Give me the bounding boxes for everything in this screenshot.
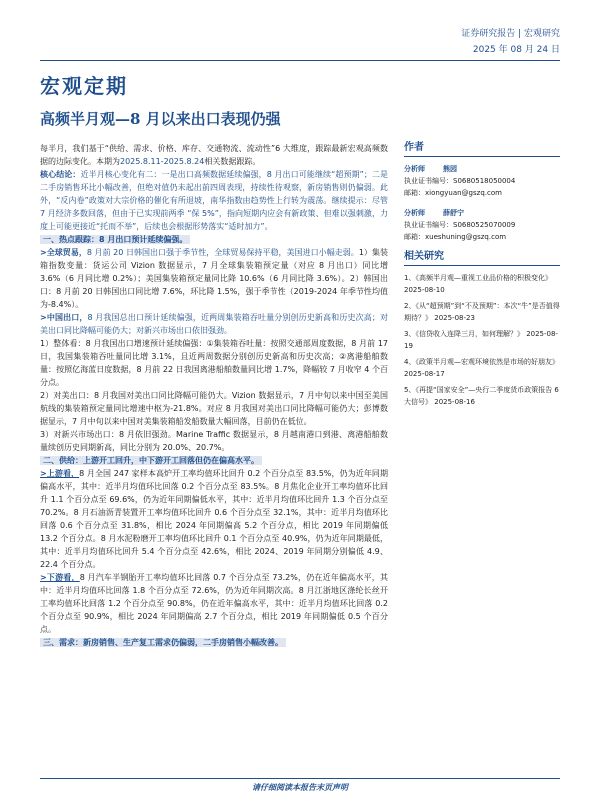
report-date: 2025 年 08 月 24 日 xyxy=(472,45,560,55)
related-research-heading: 相关研究 xyxy=(404,251,560,266)
related-research-item[interactable]: 4、《政策半月观—宏观环境依然是市场的好朋友》 2025-08-17 xyxy=(404,358,559,378)
report-type: 宏观定期 xyxy=(40,74,128,98)
report-header-meta xyxy=(461,26,560,58)
main-body xyxy=(40,142,388,649)
upstream-paragraph: >上游看，8 月全国 247 家样本高炉开工率均值环比回升 0.2 个百分点至 83.5%，仍为近年同期偏高水平，其中：近半月均值环比回落 0.2 个百分点至 83.5%。8 月焦化企业开工率均值环比回升 1.1 个百分点至 69.6%，仍为近年同期偏低水平，其中：近半月均值环比回升 1.3 个百分点至 70.2%。8 月石油沥青装置开工率均值环比回升 0.6 个百分点至 32.1%，其中：近半月均值环比回落 0.6 个百分点至 31.8%，相比 2024 年同期偏高 5.2 个百分点，相比 2019 年同期偏低 13.2 个百分点。8 月水泥粉磨开工率均值环比回升 0.1 个百分点至 40.9%，仍为近年同期最低，其中：近半月均值环比回升 5.4 个百分点至 42.6%，相比 2024、2019 年同期分别偏低 4.9、22.4 个百分点。 xyxy=(40,469,388,569)
footer-disclaimer: 请仔细阅读本报告末页声明 xyxy=(40,778,560,793)
institution-label: 证券研究报告 | 宏观研究 xyxy=(461,29,560,39)
analyst-name: 薛舒宁 xyxy=(443,209,464,217)
header-rule xyxy=(40,60,560,61)
analyst-card xyxy=(404,207,560,243)
analyst-role: 分析师 xyxy=(404,209,425,217)
report-title: 高频半月观—8 月以来出口表现仍强 xyxy=(40,110,281,128)
analyst-email[interactable]: 邮箱：xueshuning@gszq.com xyxy=(404,233,507,241)
analyst-role: 分析师 xyxy=(404,165,425,173)
core-conclusion: 核心结论：近半月核心变化有二：一是出口高频数据延续偏强，8 月出口可能继续“超预期”；二是二手房销售环比小幅改善，但绝对值仍未起出前四周表现，持续性待观察，新房销售则仍偏弱。此外，“反内卷”政策对大宗价格的催化有所退坡，南华指数由趋势性上行转为震荡。继续提示：尽管 7 月经济多数回落，但由于已实现前两季 “保 5%”，指向短期内应会有新政策、但难以强刺激，力度上可能更接近“托而不举”，后续也会根据形势落实“适时加力”。 xyxy=(40,170,389,231)
authors-heading: 作者 xyxy=(404,142,560,157)
export-overall-paragraph: 1）整体看：8 月我国出口增速预计延续偏强：①集装箱吞吐量：按照交通部周度数据，8 月前 17 日，我国集装箱吞吐量同比增 3.1%，且近两周数据分别创历史新高和历史次高；②离港船舶数量：按照亿海蓝日度数据，8 月前 22 日我国离港船舶数量同比增 1.7%，降幅较 7 月收窄 4 个百分点。 xyxy=(40,339,388,387)
analyst-email[interactable]: 邮箱：xiongyuan@gszq.com xyxy=(404,189,502,197)
analyst-cert: 执业证书编号：S0680518050004 xyxy=(404,177,516,185)
export-us-paragraph: 2）对美出口：8 月我国对美出口同比降幅可能仍大。Vizion 数据显示，7 月中旬以来中国至美国航线的集装箱预定量同比增速中枢为-21.8%。对应 8 月我国对美出口同比降幅可能仍大；彭博数据显示，7 月中旬以来中国对美集装箱船发船数量大幅回落，目前仍在低位。 xyxy=(40,391,388,426)
section-heading-2: 二、供给：上游开工回升，中下游开工回落但仍在偏高水平。 xyxy=(40,456,262,465)
export-emerging-paragraph: 3）对新兴市场出口：8 月依旧强劲。Marine Traffic 数据显示，8 月越南港口到港、离港船舶数量续创历史同期新高，同比分别为 20.0%、20.7%。 xyxy=(40,430,388,452)
intro-period: 2025.8.11-2025.8.24 xyxy=(120,157,205,166)
global-trade-paragraph: >全球贸易，8 月前 20 日韩国出口强于季节性，全球贸易保持平稳，美国进口小幅走弱。1）集装箱指数变量：货运公司 Vizion 数据显示，7 月全球集装箱预定量（对应 8 月出口）同比增 3.6%（6 月同比增 0.2%）；美国集装箱预定量同比降 10.6%（6 月同比降 3.6%）。2）韩国出口：8 月前 20 日韩国出口同比增 7.6%，环比降 1.5%，强于季节性（2019-2024 年季节性均值为-8.4%）。 xyxy=(40,248,388,309)
sidebar xyxy=(404,142,560,412)
china-export-paragraph: >中国出口，8 月我国总出口预计延续偏强，近两周集装箱吞吐量分别创历史新高和历史次高；对美出口同比降幅可能仍大；对新兴市场出口依旧强劲。 xyxy=(40,313,388,335)
analyst-cert: 执业证书编号：S0680525070009 xyxy=(404,221,516,229)
intro-paragraph: 每半月，我们基于“供给、需求、价格、库存、交通物流、流动性”6 大维度，跟踪最新宏观高频数据的边际变化。本期为2025.8.11-2025.8.24相关数据跟踪。 xyxy=(40,144,388,166)
related-research-item[interactable]: 1、《高频半月观—重视工业品价格的积极变化》 2025-08-10 xyxy=(404,274,552,294)
related-research-item[interactable]: 3、《信贷收入连降三月，如何理解？》 2025-08-19 xyxy=(404,330,558,350)
section-heading-3: 三、需求：新房销售、生产复工需求仍偏弱，二手房销售小幅改善。 xyxy=(40,638,286,647)
section-heading-1: 一、热点跟踪：8 月出口预计延续偏强。 xyxy=(40,235,190,244)
related-research-item[interactable]: 5、《再提“国家安全”—央行二季度货币政策报告 6 大信号》 2025-08-16 xyxy=(404,386,559,406)
downstream-paragraph: >下游看，8 月汽车半钢胎开工率均值环比回落 0.7 个百分点至 73.2%，仍在近年偏高水平，其中：近半月均值环比回落 1.8 个百分点至 72.6%，仍为近年同期次高。8 月江浙地区涤纶长丝开工率均值环比回落 1.2 个百分点至 90.8%，仍在近年偏高水平，其中：近半月均值环比回落 0.2 个百分点至 90.9%，相比 2024 年同期偏高 2.7 个百分点，相比 2019 年同期偏低 0.5 个百分点。 xyxy=(40,573,389,634)
analyst-name: 熊园 xyxy=(443,165,457,173)
analyst-card xyxy=(404,163,560,199)
related-research-list xyxy=(404,272,560,408)
related-research-item[interactable]: 2、《从“超预期”到“不及预期”：本次“牛”是否值得期待？》 2025-08-23 xyxy=(404,302,560,322)
